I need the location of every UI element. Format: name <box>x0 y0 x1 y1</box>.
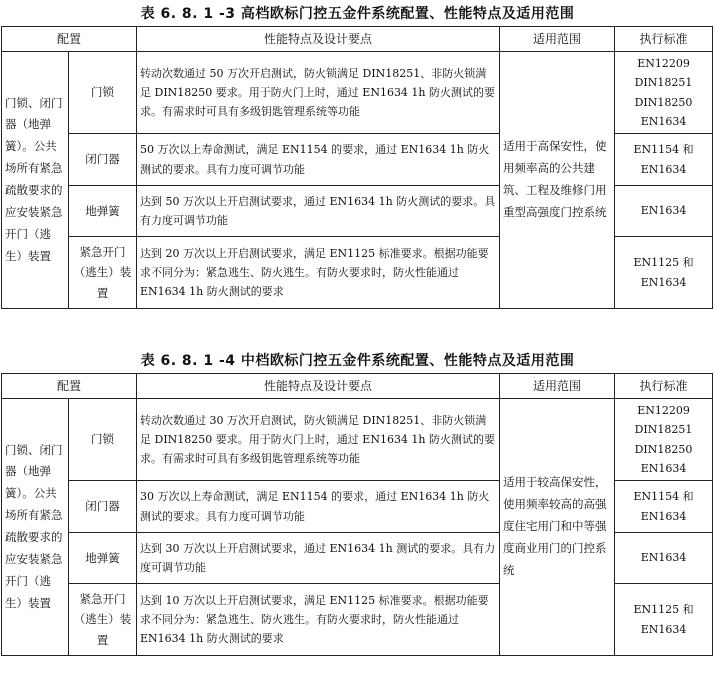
standard-code: EN1634 <box>640 275 687 289</box>
table-row <box>2 52 713 134</box>
table-header-row <box>2 374 713 399</box>
standard-code: EN1125 和 <box>633 603 694 617</box>
table-caption: 表 6. 8. 1 -3 高档欧标门控五金件系统配置、性能特点及适用范围 <box>140 6 575 22</box>
standard-code: EN1634 <box>640 551 687 565</box>
header-features: 性能特点及设计要点 <box>137 374 500 399</box>
part-name: 地弹簧 <box>69 533 137 584</box>
standard-code: EN1125 和 <box>633 256 694 270</box>
standard-cell <box>615 584 713 656</box>
scope-text: 适用于高保安性，使用频率高的公共建筑、工程及维修门用重型高强度门控系统 <box>500 52 615 309</box>
feature-text: 50 万次以上寿命测试，满足 EN1154 的要求，通过 EN1634 1h 防火测试的要求。具有力度可调节功能 <box>137 134 500 186</box>
feature-text: 达到 20 万次以上开启测试要求，满足 EN1125 标准要求。根据功能要求不同分为：紧急逃生、防火逃生。有防火要求时，防火性能通过 EN1634 1h 防火测试的要求 <box>137 237 500 309</box>
feature-text: 转动次数通过 30 万次开启测试，防火锁满足 DIN18251、非防火锁满足 DIN18250 要求。用于防火门上时，通过 EN1634 1h 防火测试的要求。有需求时可具有多级钥匙管理系统等功能 <box>137 399 500 481</box>
part-name: 门锁 <box>69 399 137 481</box>
standard-code: EN12209 <box>637 404 690 417</box>
feature-text: 达到 30 万次以上开启测试要求，通过 EN1634 1h 测试的要求。具有力度可调节功能 <box>137 533 500 584</box>
config-note: 门锁、闭门器（地弹簧）。公共场所有紧急疏散要求的应安装紧急开门（逃生）装置 <box>2 52 69 309</box>
standard-code: EN1634 <box>640 162 687 176</box>
header-scope: 适用范围 <box>500 374 615 399</box>
header-standard: 执行标准 <box>615 374 713 399</box>
header-config: 配置 <box>2 27 137 52</box>
table-row <box>2 399 713 481</box>
feature-text: 达到 10 万次以上开启测试要求，满足 EN1125 标准要求。根据功能要求不同分为：紧急逃生、防火逃生。有防火要求时，防火性能通过 EN1634 1h 防火测试的要求 <box>137 584 500 656</box>
standard-code: DIN18250 <box>634 442 693 456</box>
table-caption: 表 6. 8. 1 -4 中档欧标门控五金件系统配置、性能特点及适用范围 <box>140 353 575 369</box>
scope-text: 适用于较高保安性，使用频率较高的高强度住宅用门和中等强度商业用门的门控系统 <box>500 399 615 656</box>
standard-cell <box>615 134 713 186</box>
spec-table-mid-grade <box>1 373 713 656</box>
part-name: 紧急开门（逃生）装置 <box>69 584 137 656</box>
standard-code: EN1634 <box>640 204 687 218</box>
feature-text: 转动次数通过 50 万次开启测试，防火锁满足 DIN18251、非防火锁满足 DIN18250 要求。用于防火门上时，通过 EN1634 1h 防火测试的要求。有需求时可具有多级钥匙管理系统等功能 <box>137 52 500 134</box>
feature-text: 达到 50 万次以上开启测试要求，通过 EN1634 1h 防火测试的要求。具有力度可调节功能 <box>137 186 500 237</box>
standard-code: EN1154 和 <box>633 143 694 157</box>
part-name: 闭门器 <box>69 481 137 533</box>
part-name: 闭门器 <box>69 134 137 186</box>
part-name: 紧急开门（逃生）装置 <box>69 237 137 309</box>
feature-text: 30 万次以上寿命测试，满足 EN1154 的要求，通过 EN1634 1h 防火测试的要求。具有力度可调节功能 <box>137 481 500 533</box>
standard-cell <box>615 481 713 533</box>
spec-table-high-grade <box>1 26 713 309</box>
header-features: 性能特点及设计要点 <box>137 27 500 52</box>
standard-code: EN1634 <box>640 622 687 636</box>
part-name: 地弹簧 <box>69 186 137 237</box>
standard-code: EN1634 <box>640 114 687 128</box>
header-standard: 执行标准 <box>615 27 713 52</box>
standard-code: DIN18251 <box>634 76 693 90</box>
standard-code: EN1154 和 <box>633 490 694 504</box>
header-scope: 适用范围 <box>500 27 615 52</box>
standard-code: EN1634 <box>640 461 687 475</box>
part-name: 门锁 <box>69 52 137 134</box>
table-header-row <box>2 27 713 52</box>
standard-code: EN1634 <box>640 509 687 523</box>
standard-code: DIN18250 <box>634 95 693 109</box>
standard-code: DIN18251 <box>634 423 693 437</box>
standard-cell <box>615 237 713 309</box>
config-note: 门锁、闭门器（地弹簧）。公共场所有紧急疏散要求的应安装紧急开门（逃生）装置 <box>2 399 69 656</box>
standard-cell <box>615 533 713 584</box>
standard-cell <box>615 52 713 134</box>
standard-code: EN12209 <box>637 57 690 70</box>
standard-cell <box>615 186 713 237</box>
header-config: 配置 <box>2 374 137 399</box>
standard-cell <box>615 399 713 481</box>
